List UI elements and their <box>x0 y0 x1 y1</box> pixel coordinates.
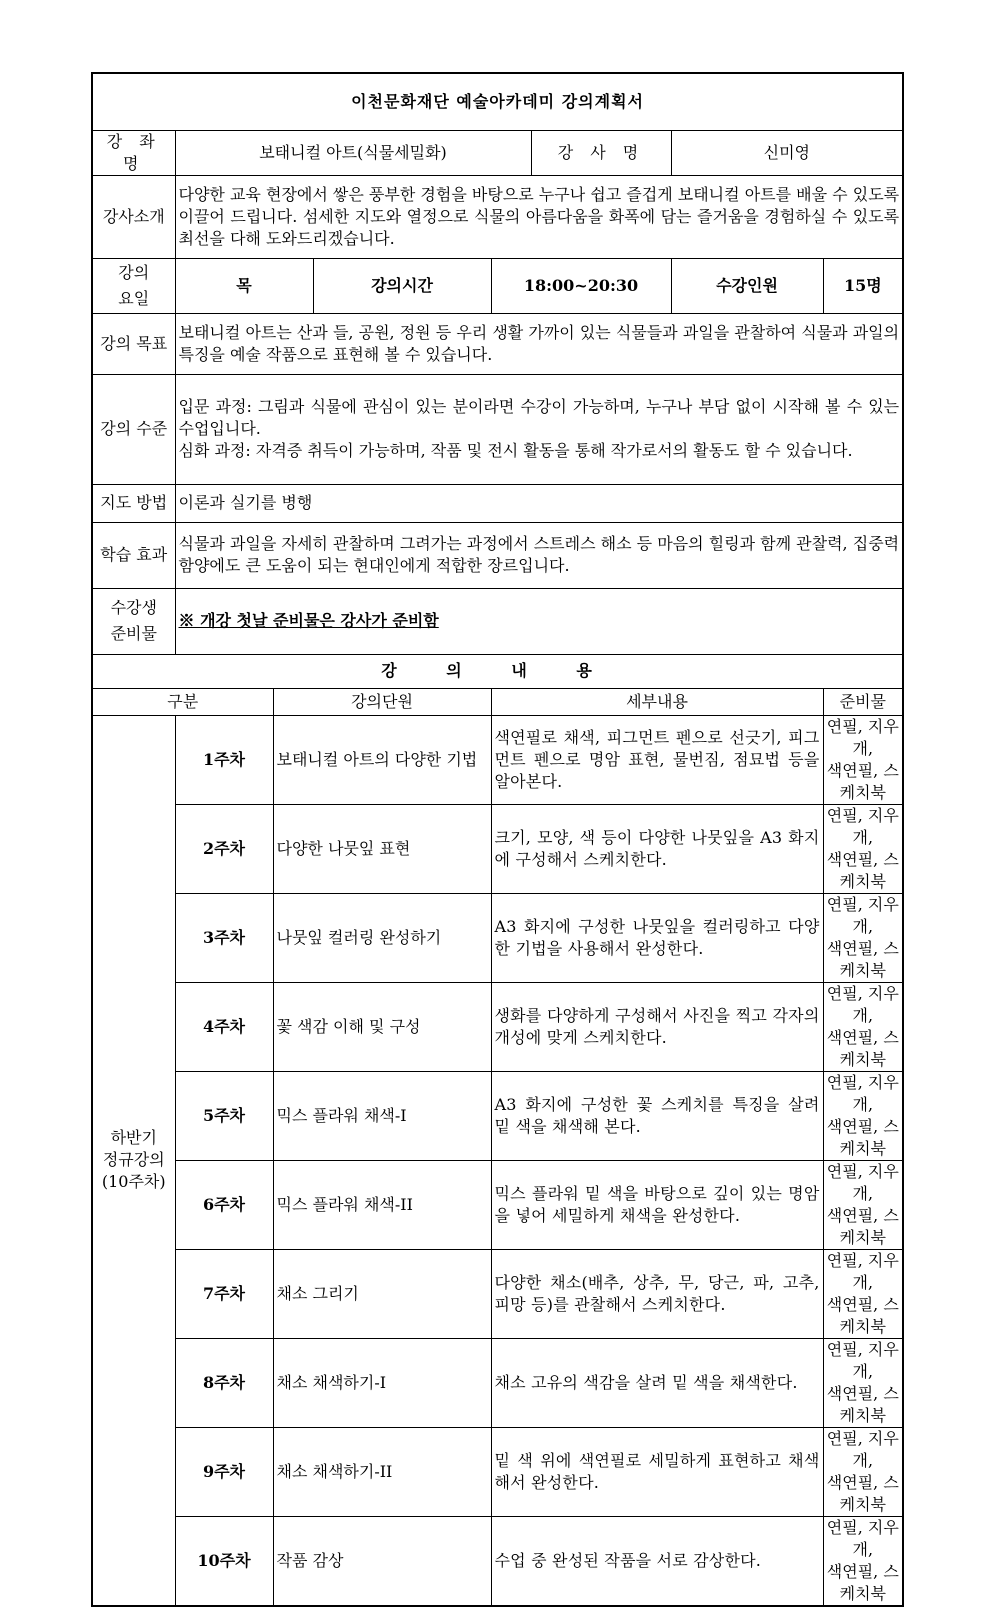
unit-label: 보태니컬 아트의 다양한 기법 <box>273 715 491 804</box>
effect-label: 학습 효과 <box>92 522 175 588</box>
lecture-plan-table <box>91 72 904 1607</box>
unit-label: 나뭇잎 컬러링 완성하기 <box>273 893 491 982</box>
unit-label: 채소 그리기 <box>273 1249 491 1338</box>
materials-text: 연필, 지우개, 색연필, 스케치북 <box>823 1516 903 1606</box>
table-row <box>92 1427 903 1516</box>
week-label: 5주차 <box>175 1071 273 1160</box>
materials-text: 연필, 지우개, 색연필, 스케치북 <box>823 1249 903 1338</box>
table-row <box>92 1338 903 1427</box>
week-label: 8주차 <box>175 1338 273 1427</box>
table-row <box>92 804 903 893</box>
table-row <box>92 1249 903 1338</box>
page-title: 이천문화재단 예술아카데미 강의계획서 <box>92 73 903 130</box>
materials-text: 연필, 지우개, 색연필, 스케치북 <box>823 1160 903 1249</box>
level-text-intro: 입문 과정: 그림과 식물에 관심이 있는 분이라면 수강이 가능하며, 누구나 부담 없이 시작해 볼 수 있는 수업입니다. <box>178 397 900 438</box>
goal-text: 보태니컬 아트는 산과 들, 공원, 정원 등 우리 생활 가까이 있는 식물들과 과일을 관찰하여 식물과 과일의 특징을 예술 작품으로 표현해 볼 수 있습니다. <box>175 313 903 374</box>
method-label: 지도 방법 <box>92 484 175 522</box>
unit-label: 믹스 플라워 채색-I <box>273 1071 491 1160</box>
header-unit: 강의단원 <box>273 688 491 715</box>
detail-text: 다양한 채소(배추, 상추, 무, 당근, 파, 고추, 피망 등)를 관찰해서 스케치한다. <box>491 1249 823 1338</box>
materials-text: 연필, 지우개, 색연필, 스케치북 <box>823 804 903 893</box>
detail-text: 크기, 모양, 색 등이 다양한 나뭇잎을 A3 화지에 구성해서 스케치한다. <box>491 804 823 893</box>
materials-text: 연필, 지우개, 색연필, 스케치북 <box>823 1071 903 1160</box>
unit-label: 믹스 플라워 채색-II <box>273 1160 491 1249</box>
capacity-value: 15명 <box>823 258 903 313</box>
unit-label: 다양한 나뭇잎 표현 <box>273 804 491 893</box>
detail-text: 믹스 플라워 밑 색을 바탕으로 깊이 있는 명암을 넣어 세밀하게 채색을 완성한다. <box>491 1160 823 1249</box>
unit-label: 작품 감상 <box>273 1516 491 1606</box>
week-label: 6주차 <box>175 1160 273 1249</box>
course-label: 강 좌 명 <box>92 130 175 175</box>
materials-text: 연필, 지우개, 색연필, 스케치북 <box>823 982 903 1071</box>
detail-text: 생화를 다양하게 구성해서 사진을 찍고 각자의 개성에 맞게 스케치한다. <box>491 982 823 1071</box>
effect-text: 식물과 과일을 자세히 관찰하며 그려가는 과정에서 스트레스 해소 등 마음의 힐링과 함께 관찰력, 집중력 함양에도 큰 도움이 되는 현대인에게 적합한 장르입니다. <box>175 522 903 588</box>
week-label: 2주차 <box>175 804 273 893</box>
materials-text: 연필, 지우개, 색연필, 스케치북 <box>823 893 903 982</box>
intro-label: 강사소개 <box>92 175 175 258</box>
unit-label: 채소 채색하기-II <box>273 1427 491 1516</box>
table-row <box>92 715 903 804</box>
capacity-label: 수강인원 <box>671 258 823 313</box>
detail-text: 색연필로 채색, 피그먼트 펜으로 선긋기, 피그먼트 펜으로 명암 표현, 물번짐, 점묘법 등을 알아본다. <box>491 715 823 804</box>
table-row <box>92 1516 903 1606</box>
unit-label: 꽃 색감 이해 및 구성 <box>273 982 491 1071</box>
table-row <box>92 1160 903 1249</box>
intro-text: 다양한 교육 현장에서 쌓은 풍부한 경험을 바탕으로 누구나 쉽고 즐겁게 보태니컬 아트를 배울 수 있도록 이끌어 드립니다. 섬세한 지도와 열정으로 식물의 아름다움을 화폭에 담는 즐거움을 경험하실 수 있도록 최선을 다해 도와드리겠습니다. <box>175 175 903 258</box>
week-label: 3주차 <box>175 893 273 982</box>
level-label: 강의 수준 <box>92 374 175 484</box>
goal-label: 강의 목표 <box>92 313 175 374</box>
level-text <box>175 374 903 484</box>
week-label: 9주차 <box>175 1427 273 1516</box>
detail-text: A3 화지에 구성한 나뭇잎을 컬러링하고 다양한 기법을 사용해서 완성한다. <box>491 893 823 982</box>
table-row <box>92 1071 903 1160</box>
detail-text: 밑 색 위에 색연필로 세밀하게 표현하고 채색해서 완성한다. <box>491 1427 823 1516</box>
instructor-label: 강 사 명 <box>531 130 671 175</box>
materials-text: 연필, 지우개, 색연필, 스케치북 <box>823 1427 903 1516</box>
week-label: 7주차 <box>175 1249 273 1338</box>
time-label: 강의시간 <box>313 258 491 313</box>
table-row <box>92 893 903 982</box>
day-label: 강의 요일 <box>92 258 175 313</box>
instructor-value: 신미영 <box>671 130 903 175</box>
materials-text: 연필, 지우개, 색연필, 스케치북 <box>823 715 903 804</box>
week-label: 1주차 <box>175 715 273 804</box>
header-materials: 준비물 <box>823 688 903 715</box>
materials-text: 연필, 지우개, 색연필, 스케치북 <box>823 1338 903 1427</box>
unit-label: 채소 채색하기-I <box>273 1338 491 1427</box>
level-text-advanced: 심화 과정: 자격증 취득이 가능하며, 작품 및 전시 활동을 통해 작가로서의 활동도 할 수 있습니다. <box>178 441 853 460</box>
method-text: 이론과 실기를 병행 <box>175 484 903 522</box>
course-value: 보태니컬 아트(식물세밀화) <box>175 130 531 175</box>
prep-label: 수강생 준비물 <box>92 588 175 654</box>
week-label: 4주차 <box>175 982 273 1071</box>
day-value: 목 <box>175 258 313 313</box>
header-detail: 세부내용 <box>491 688 823 715</box>
detail-text: A3 화지에 구성한 꽃 스케치를 특징을 살려 밑 색을 채색해 본다. <box>491 1071 823 1160</box>
table-row <box>92 982 903 1071</box>
week-label: 10주차 <box>175 1516 273 1606</box>
section-title: 강 의 내 용 <box>92 654 903 688</box>
prep-text: ※ 개강 첫날 준비물은 강사가 준비함 <box>175 588 903 654</box>
group-label: 하반기 정규강의 (10주차) <box>92 715 175 1606</box>
header-category: 구분 <box>92 688 273 715</box>
time-value: 18:00~20:30 <box>491 258 671 313</box>
detail-text: 채소 고유의 색감을 살려 밑 색을 채색한다. <box>491 1338 823 1427</box>
detail-text: 수업 중 완성된 작품을 서로 감상한다. <box>491 1516 823 1606</box>
